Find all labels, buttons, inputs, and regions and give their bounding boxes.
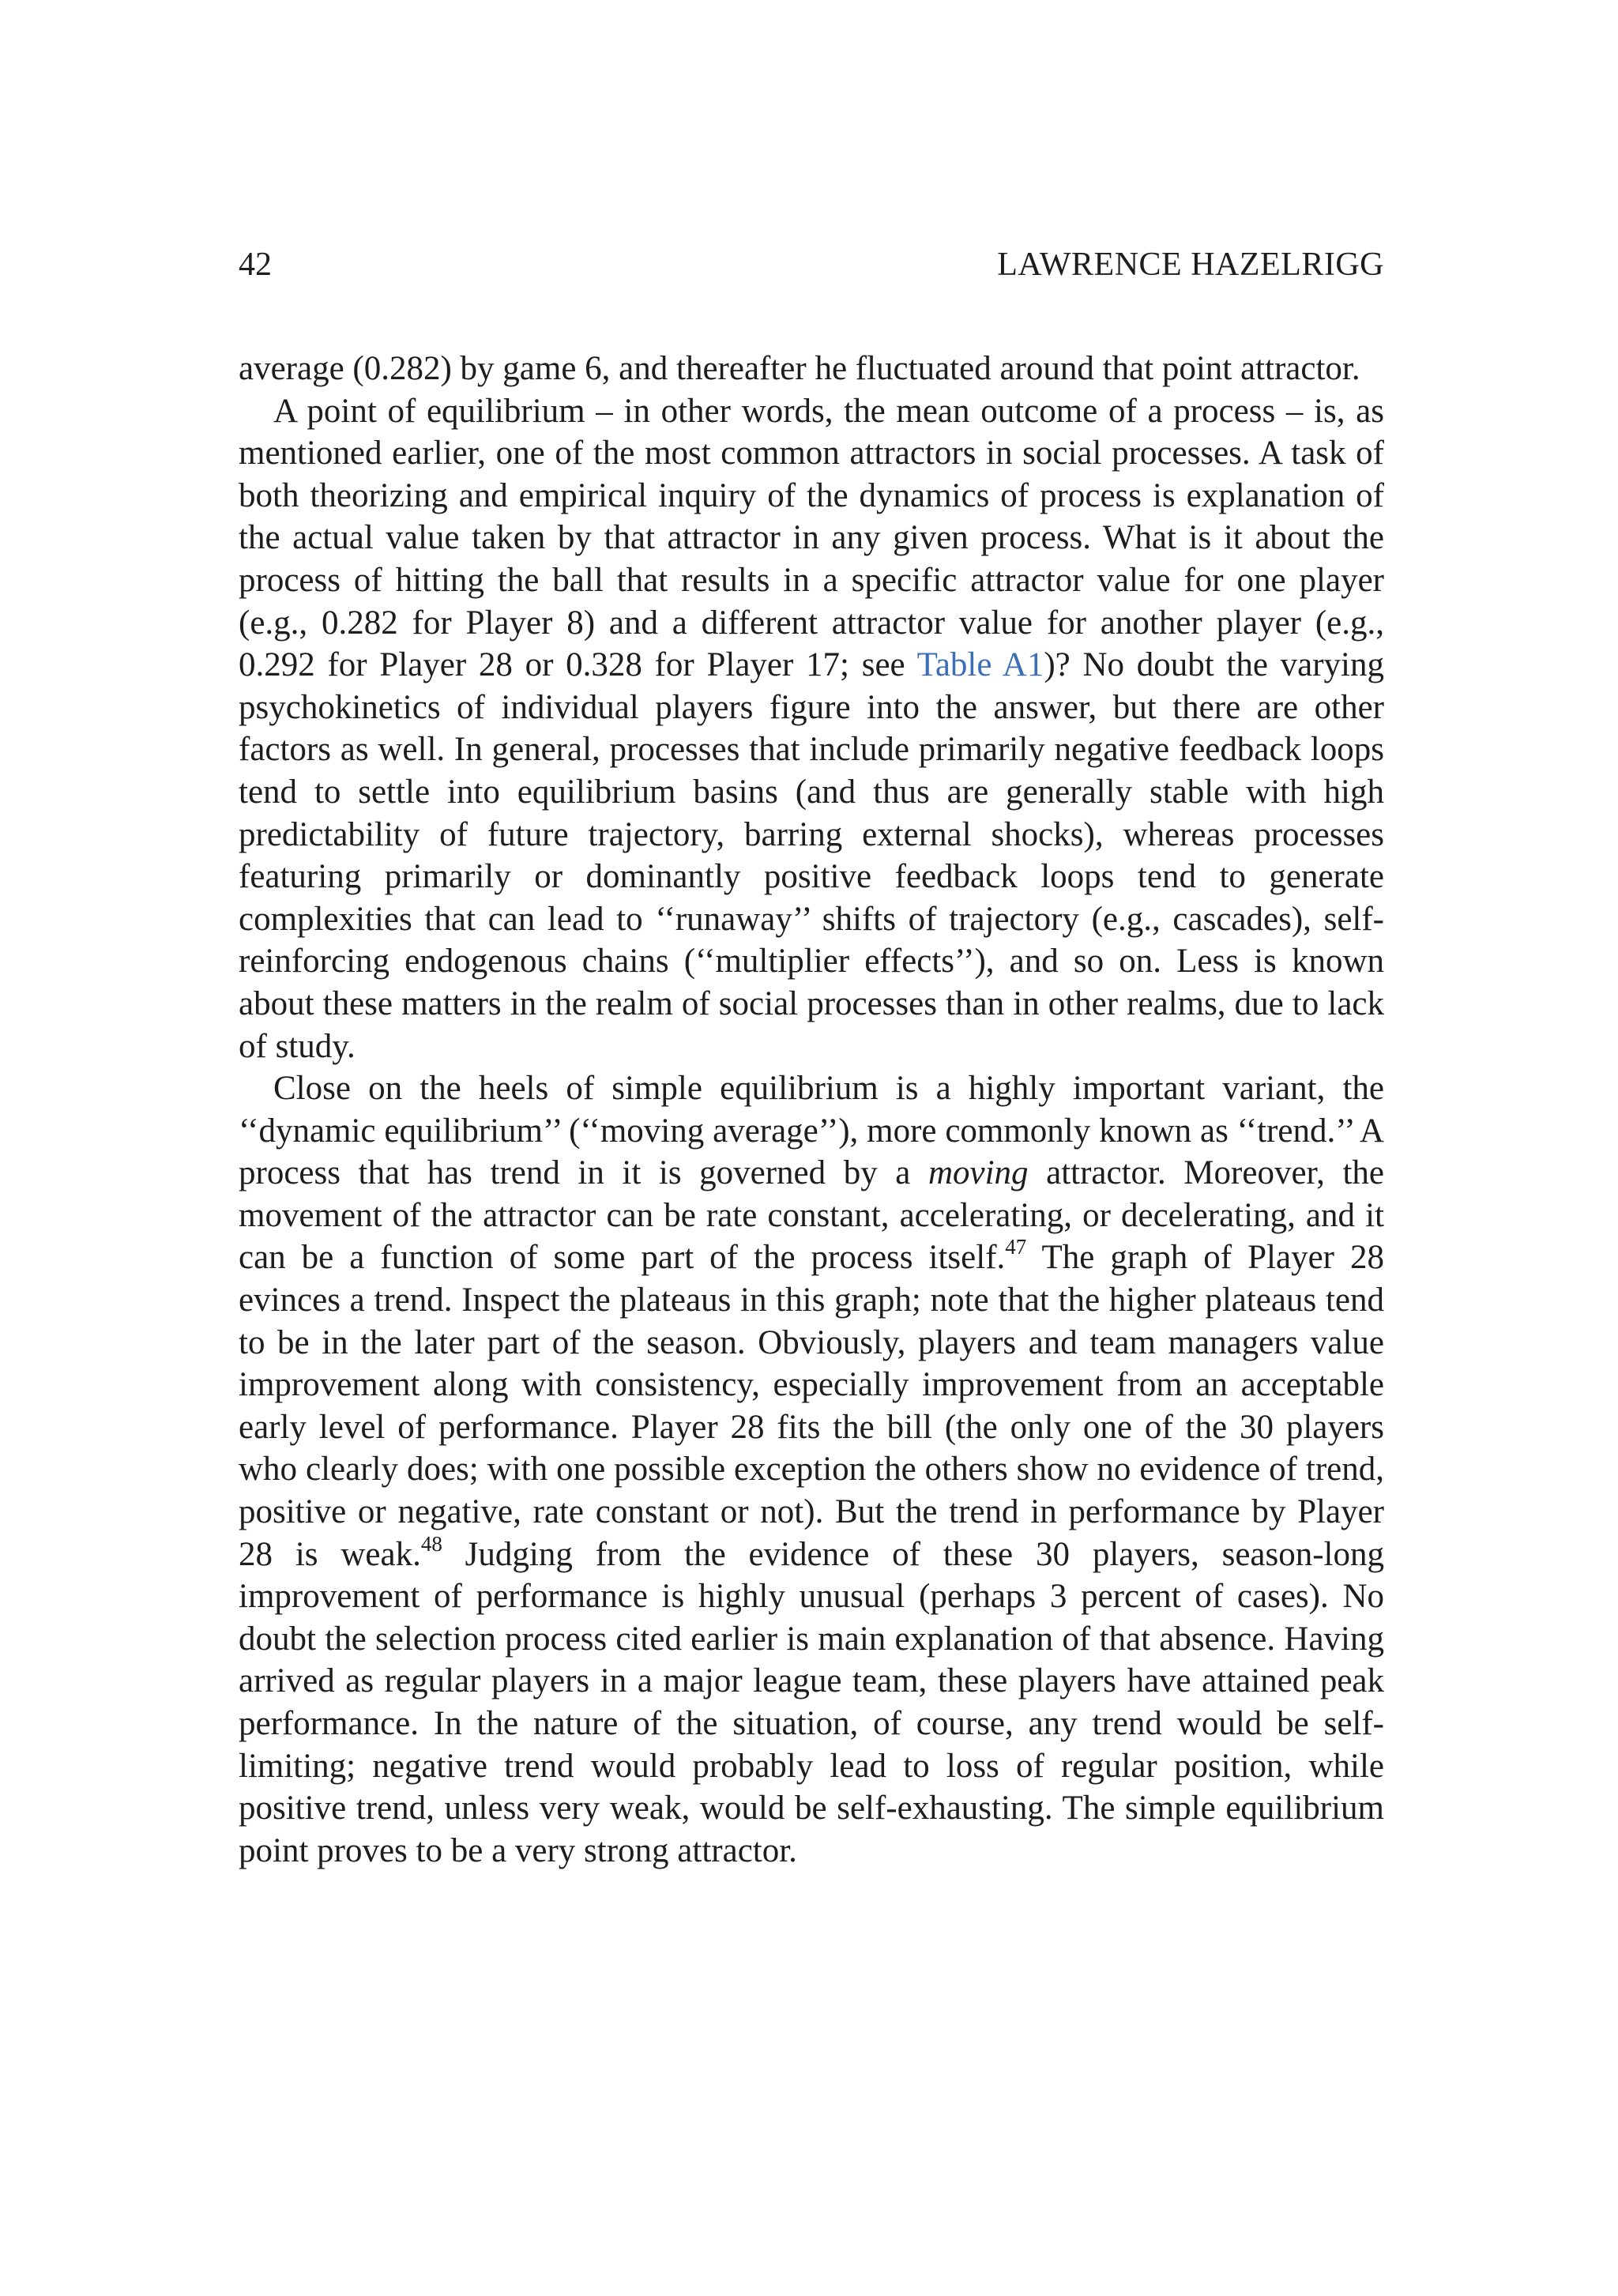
- paragraph-text: attractor. Moreover, the movement of the attractor can be rate constant, accelerating, or decelerating, and it can be a function of some part of the process itself.: [239, 1154, 1384, 1277]
- paragraph-text: )? No doubt the varying psychokinetics of individual players figure into the answer, but there are other factors as well. In general, processes that include primarily negative feedback loops tend to settle into equilibrium basins (and thus are generally stable with high predictability of future trajectory, barring external shocks), whereas processes featuring primarily or dominantly positive feedback loops tend to generate complexities that can lead to ‘‘runaway’’ shifts of trajectory (e.g., cascades), self-reinforcing endogenous chains (‘‘multiplier effects’’), and so on. Less is known about these matters in the realm of social processes than in other realms, due to lack of study.: [239, 646, 1385, 1065]
- footnote-ref-48[interactable]: 48: [420, 1531, 442, 1556]
- paragraph-continued: [239, 348, 1384, 390]
- footnote-ref-47[interactable]: 47: [1005, 1235, 1027, 1259]
- running-head-author: LAWRENCE HAZELRIGG: [997, 247, 1384, 283]
- paragraph-text: Close on the heels of simple equilibrium is a highly important variant, the ‘‘dynamic equilibrium’’ (‘‘moving average’’), more commonly known as ‘‘trend.’’ A process that has trend in it is governed by a: [239, 1070, 1384, 1192]
- paragraph-equilibrium: [239, 390, 1384, 1068]
- paragraph-text: A point of equilibrium – in other words, the mean outcome of a process – is, as mentioned earlier, one of the most common attractors in social processes. A task of both theorizing and empirical inquiry of the dynamics of process is explanation of the actual value taken by that attractor in any given process. What is it about the process of hitting the ball that results in a specific attractor value for one player (e.g., 0.282 for Player 8) and a different attractor value for another player (e.g., 0.292 for Player 28 or 0.328 for Player 17; see: [239, 392, 1384, 684]
- table-a1-link[interactable]: Table A1: [916, 646, 1044, 684]
- paragraph-text: The graph of Player 28 evinces a trend. Inspect the plateaus in this graph; note that the higher plateaus tend to be in the later part of the season. Obviously, players and team managers value improvement along with consistency, especially improvement from an acceptable early level of performance. Player 28 fits the bill (the only one of the 30 players who clearly does; with one possible exception the others show no evidence of trend, positive or negative, rate constant or not). But the trend in performance by Player 28 is weak.: [239, 1239, 1384, 1573]
- running-head: [239, 243, 1384, 286]
- body-text: [239, 348, 1384, 1872]
- page-number: 42: [239, 247, 272, 283]
- paragraph-text: average (0.282) by game 6, and thereafter he fluctuated around that point attractor.: [239, 350, 1360, 387]
- paragraph-trend: [239, 1067, 1384, 1872]
- paragraph-text: Judging from the evidence of these 30 players, season-long improvement of performance is highly unusual (perhaps 3 percent of cases). No doubt the selection process cited earlier is main explanation of that absence. Having arrived as regular players in a major league team, these players have attained peak performance. In the nature of the situation, of course, any trend would be self-limiting; negative trend would probably lead to loss of regular position, while positive trend, unless very weak, would be self-exhausting. The simple equilibrium point proves to be a very strong attractor.: [239, 1535, 1384, 1869]
- emphasis-moving: moving: [928, 1154, 1029, 1192]
